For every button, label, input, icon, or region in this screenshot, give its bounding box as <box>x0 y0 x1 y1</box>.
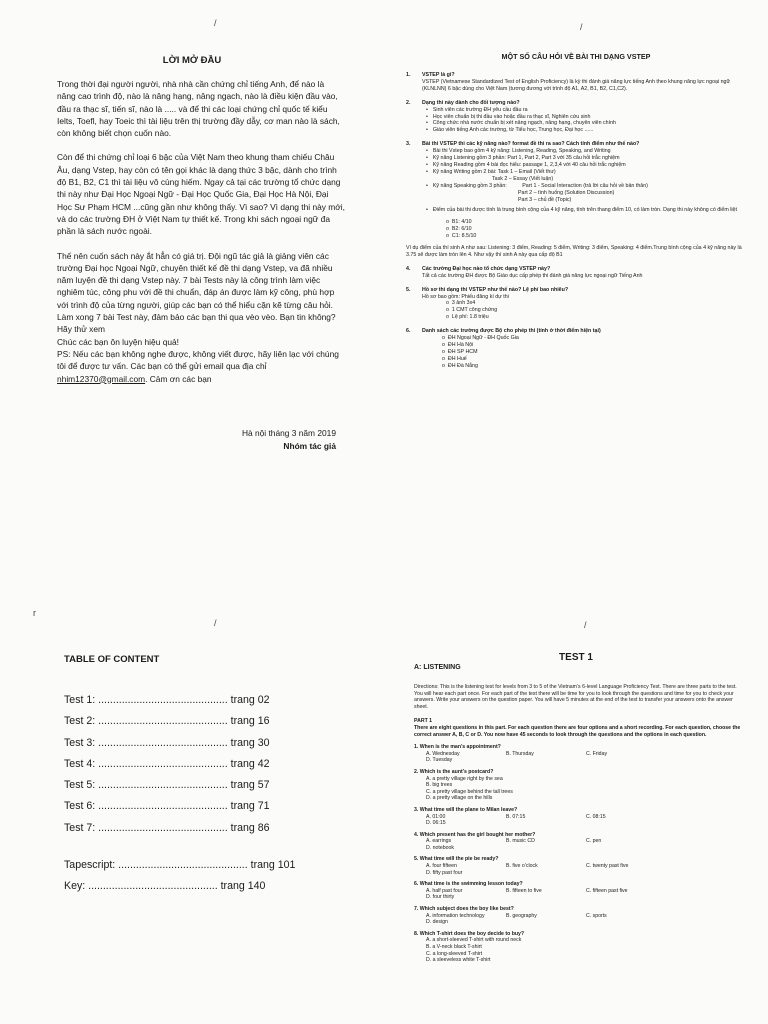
answer-option[interactable]: A. a short-sleeved T-shirt with round neck <box>426 937 522 944</box>
school-item: o ĐH Huế <box>442 355 467 362</box>
question-list <box>414 744 744 964</box>
answer-option[interactable]: B. big trees <box>426 782 453 789</box>
part-heading: PART 1 <box>414 718 433 725</box>
faq-bullet: • Kỹ năng Reading gồm 4 bài đọc hiểu: passage 1, 2,3,4 với 40 câu hỏi trắc nghiệm <box>436 162 746 169</box>
answer-options <box>414 776 744 802</box>
preface-body <box>57 78 345 385</box>
scan-mark: / <box>214 18 217 28</box>
faq-bullets <box>422 148 746 176</box>
question-text: 5. What time will the pie be ready? <box>414 856 499 863</box>
answer-options <box>414 814 744 827</box>
question-text: 1. When is the man’s appointment? <box>414 744 501 751</box>
toc-page-number: trang 16 <box>230 715 270 728</box>
faq-number: 2. <box>406 99 411 106</box>
answer-option[interactable]: D. fifty past four <box>426 869 463 876</box>
school-name: ĐH Ngoại Ngữ - ĐH Quốc Gia <box>447 335 519 342</box>
question-text: 2. Which is the aunt’s postcard? <box>414 768 494 775</box>
toc-leader: ............................................ <box>85 880 221 893</box>
faq-number: 4. <box>406 265 411 272</box>
toc-label: Key: <box>64 880 86 893</box>
level-value: B2: 6/10 <box>451 226 472 233</box>
answer-option[interactable]: A. Wednesday <box>426 750 460 757</box>
faq-number: 5. <box>406 286 411 293</box>
faq-bullet: • Kỹ năng Listening gồm 3 phần: Part 1, Part 2, Part 3 với 35 câu hỏi trắc nghiệm <box>436 155 746 162</box>
answer-option[interactable]: B. geography <box>506 912 537 919</box>
answer-option[interactable]: D. a sleeveless white T-shirt <box>426 957 491 964</box>
toc-page <box>0 512 384 1024</box>
toc-label: Test 4: <box>64 757 96 770</box>
answer-option[interactable]: C. fifteen past five <box>586 887 628 894</box>
answer-option[interactable]: C. twenty past five <box>586 863 629 870</box>
scan-mark: / <box>580 22 583 32</box>
directions: Directions: This is the listening test for levels from 3 to 5 of the Vietnam’s 6-level Language Proficiency Test. There are three parts to the test. You will hear each part once. For each part of the test there will be time for you to look through the questions and time for you to check your answers. Write your answers on the question paper. You will have 5 minutes at the end of the test to transfer your answers onto the answer sheet. <box>414 684 737 710</box>
toc-page-number: trang 30 <box>230 736 270 749</box>
answer-option[interactable]: C. Friday <box>586 750 608 757</box>
preface-thanks: . Cảm ơn các bạn <box>145 373 212 384</box>
faq-bullet: • Công chức nhà nước chuẩn bị xét nâng ngạch, nâng hạng, chuyên viên chính <box>436 120 746 127</box>
school-list <box>422 335 746 370</box>
toc-leader: ............................................ <box>95 694 231 706</box>
question-item <box>414 769 744 802</box>
question-text: 3. What time will the plane to Milan leave? <box>414 806 518 813</box>
faq-question: VSTEP là gì? <box>422 72 455 78</box>
toc-label: Test 2: <box>64 715 96 728</box>
level-value: B1: 4/10 <box>451 219 472 226</box>
preface-title: LỜI MỞ ĐẦU <box>162 55 222 66</box>
answer-option[interactable]: A. a pretty village right by the sea <box>426 775 503 782</box>
faq-bullet: • Bài thi Vstep bao gồm 4 kỹ năng: Listening, Reading, Speaking, and Writing <box>436 148 746 155</box>
school-item: o ĐH Đà Nẵng <box>442 362 478 369</box>
answer-options <box>414 937 744 963</box>
preface-paragraph: Thế nên cuốn sách này ắt hẳn có giá trị. Đội ngũ tác giả là giảng viên các trường Đại học Ngoại Ngữ, chuyên thiết kế đề thi dạng Vstep, va đã nhiều năm luyện đề thi dạng Vstep này. 7 bài Tests này là công trình làm việc nghiêm túc, công phu với đề thi chuẩn, đáp án được làm kỹ công, phù hợp với trình độ của từng người, giúp các bạn có thể hiểu cặn kẽ từng câu hỏi. <box>57 250 335 310</box>
toc-entry <box>64 779 314 800</box>
answer-option[interactable]: D. a pretty village on the hills <box>426 795 493 802</box>
answer-option[interactable]: B. five o’clock <box>506 863 538 870</box>
toc-entry <box>64 758 314 779</box>
question-item <box>414 906 744 926</box>
preface-page <box>0 0 384 512</box>
toc-label: Test 7: <box>64 821 96 834</box>
answer-option[interactable]: C. a pretty village behind the tall trees <box>426 788 513 795</box>
sign-date: Hà nội tháng 3 năm 2019 <box>241 428 336 438</box>
faq-item <box>406 266 746 280</box>
question-item <box>414 931 744 964</box>
school-name: ĐH Huế <box>447 355 467 362</box>
answer-option[interactable]: D. 06:15 <box>426 820 446 827</box>
toc-page-number: trang 57 <box>230 779 270 792</box>
faq-answer: Hồ sơ bao gồm: Phiếu đăng kí dự thi <box>422 293 509 300</box>
level-item: o B1: 4/10 <box>446 219 472 226</box>
preface-signature <box>150 427 336 452</box>
answer-option[interactable]: A. four fifteen <box>426 863 457 870</box>
faq-question: Dạng thi này dành cho đối tượng nào? <box>422 99 520 106</box>
faq-question: Các trường Đại học nào tổ chức dạng VSTEP này? <box>422 265 551 272</box>
question-item <box>414 744 744 764</box>
toc-leader: ............................................ <box>95 800 231 813</box>
faq-number: 1. <box>406 72 411 78</box>
question-item <box>414 832 744 852</box>
faq-item <box>406 72 746 93</box>
preface-paragraph: Làm xong 7 bài Test này, đảm bảo các bạn thi qua vèo vèo. Bạn tin không? Hãy thử xem <box>57 312 336 335</box>
preface-ps: PS: Nếu các bạn không nghe được, không viết được, hãy liên lạc với chúng tôi để được tư vấn. Các bạn có thể gửi email qua địa chỉ <box>57 348 339 372</box>
school-name: ĐH SP HCM <box>447 348 478 355</box>
level-item: o C1: 8.5/10 <box>446 233 477 240</box>
school-name: ĐH Hà Nội <box>447 342 474 348</box>
scan-mark: / <box>214 618 217 628</box>
faq-bullet: • Điểm của bài thi được tính là trung bình cộng của 4 kỹ năng, tính trên thang điểm 10, có làm tròn. Dạng thi này không có điểm liệt <box>436 207 746 214</box>
faq-item <box>406 287 746 322</box>
toc-leader: ............................................ <box>95 779 231 792</box>
faq-question: Danh sách các trường được Bộ cho phép thi (tính ở thời điểm hiện tại) <box>422 328 601 335</box>
toc-entry <box>64 880 314 901</box>
preface-paragraph: Chúc các bạn ôn luyện hiệu quả! <box>57 336 179 347</box>
answer-options <box>414 888 744 901</box>
faq-answer: Tất cả các trường ĐH được Bộ Giáo dục cấp phép thi đánh giá năng lực ngoại ngữ Tiếng Anh <box>422 272 643 279</box>
faq-bullet: • Kỹ năng Writing gồm 2 bài: Task 1 – Email (Viết thư) <box>436 169 746 176</box>
answer-option[interactable]: A. information technology <box>426 912 485 919</box>
question-text: 6. What time is the swimming lesson today? <box>414 881 523 888</box>
test-content <box>414 684 744 969</box>
toc-entry <box>64 859 314 880</box>
speaking-part3: Part 3 – chủ đề (Topic) <box>518 196 572 203</box>
toc-label: Test 1: <box>64 694 96 706</box>
level-list <box>422 219 746 240</box>
answer-option[interactable]: B. Thursday <box>506 750 534 757</box>
faq-bullet: • Sinh viên các trường ĐH yêu cầu đầu ra <box>436 107 746 114</box>
faq-number: 3. <box>406 141 411 148</box>
question-text: 8. Which T-shirt does the boy decide to buy? <box>414 930 525 937</box>
toc-entry <box>64 737 314 758</box>
faq-question: Bài thi VSTEP thi các kỹ năng nào? format đề thi ra sao? Cách tính điểm như thế nào? <box>422 141 640 148</box>
school-name: ĐH Đà Nẵng <box>447 362 478 369</box>
toc-leader: ............................................ <box>115 859 251 872</box>
answer-option[interactable]: B. 07:15 <box>506 813 526 820</box>
toc-page-number: trang 42 <box>230 757 270 770</box>
answer-option[interactable]: C. pen <box>586 838 602 845</box>
toc-page-number: trang 86 <box>230 821 270 834</box>
sign-author: Nhóm tác giả <box>283 440 336 451</box>
faq-question: Hồ sơ thi dạng thi VSTEP như thế nào? Lệ phí bao nhiêu? <box>422 286 569 293</box>
faq-answer: VSTEP (Vietnamese Standardized Test of English Proficiency) là kỳ thi đánh giá năng lực tiếng Anh theo khung năng lực ngoại ngữ (KLNLNN) 6 bậc dùng cho Việt Nam (tương đương với trình độ A1, A2, B1, B2, C1,C2). <box>422 78 731 92</box>
faq-number: 6. <box>406 328 411 335</box>
toc-page-number: trang 71 <box>230 800 270 813</box>
answer-option[interactable]: A. 01:00 <box>426 813 446 820</box>
speaking-part1: Part 1 - Social Interaction (trả lời câu hỏi về bản thân) <box>522 182 648 189</box>
writing-task2: Task 2 – Essay (Viết luận) <box>492 175 554 182</box>
faq-bullet: • Giáo viên tiếng Anh các trường, từ Tiểu học, Trung học, Đại học ...... <box>436 127 746 134</box>
question-item <box>414 881 744 901</box>
fee-item: o 1 CMT công chứng <box>446 307 498 314</box>
question-item <box>414 807 744 827</box>
question-item <box>414 856 744 876</box>
toc-entry <box>64 800 314 821</box>
toc-entry <box>64 715 314 736</box>
toc-page-number: trang 02 <box>230 694 270 706</box>
faq-item <box>406 141 746 259</box>
toc-label: Test 6: <box>64 800 96 813</box>
answer-option[interactable]: D. Tuesday <box>426 757 453 764</box>
section-heading: A: LISTENING <box>414 664 461 671</box>
toc-leader: ............................................ <box>95 736 231 749</box>
answer-options <box>414 863 744 876</box>
faq-bullets <box>422 207 746 214</box>
fee-value: Lệ phí: 1.8 triệu <box>451 314 489 321</box>
toc-entry <box>64 694 314 715</box>
answer-option[interactable]: D. notebook <box>426 844 454 851</box>
speaking-part2: Part 2 – tình huống (Solution Discussion) <box>518 189 615 196</box>
answer-option[interactable]: B. music CD <box>506 838 535 845</box>
toc-label: Tapescript: <box>64 859 116 872</box>
toc-title: TABLE OF CONTENT <box>64 654 160 665</box>
school-item: o ĐH Hà Nội <box>442 342 474 348</box>
answer-option[interactable]: B. fifteen to five <box>506 887 542 894</box>
toc-list <box>64 694 314 902</box>
fee-item: o Lệ phí: 1.8 triệu <box>446 314 489 321</box>
faq-item <box>406 328 746 369</box>
speaking-lead: Kỹ năng Speaking gồm 3 phần: <box>432 182 507 189</box>
answer-option[interactable]: A. half past four <box>426 887 463 894</box>
test-page <box>384 512 768 1024</box>
answer-option[interactable]: D. four thirty <box>426 894 455 901</box>
fee-value: 3 ảnh 3x4 <box>451 300 476 307</box>
answer-option[interactable]: C. a long-sleeved T-shirt <box>426 950 483 957</box>
toc-entry <box>64 822 314 843</box>
answer-option[interactable]: B. a V-neck black T-shirt <box>426 944 482 950</box>
answer-options <box>414 838 744 851</box>
faq-bullet: • Học viên chuẩn bị thi đầu vào hoặc đầu ra thạc sĩ, Nghiên cứu sinh <box>436 114 746 121</box>
test-title: TEST 1 <box>559 652 593 663</box>
toc-leader: ............................................ <box>95 757 231 770</box>
answer-option[interactable]: C. sports <box>586 912 607 919</box>
contact-email-link[interactable]: nhim12370@gmail.com <box>57 373 146 384</box>
fee-list <box>422 300 746 321</box>
scan-mark: / <box>584 620 587 630</box>
toc-page-number: trang 140 <box>220 880 266 893</box>
level-item: o B2: 6/10 <box>446 226 472 233</box>
school-item: o ĐH Ngoại Ngữ - ĐH Quốc Gia <box>442 335 519 342</box>
faq-bullet <box>432 182 746 190</box>
toc-page-number: trang 101 <box>250 859 296 872</box>
faq-bullets <box>422 107 746 135</box>
answer-option[interactable]: C. 08:15 <box>586 813 606 820</box>
level-value: C1: 8.5/10 <box>451 233 477 240</box>
faq-list <box>406 72 746 377</box>
toc-label: Test 3: <box>64 736 96 749</box>
faq-item <box>406 100 746 135</box>
preface-paragraph: Trong thời đại người người, nhà nhà cần chứng chỉ tiếng Anh, để nào là nâng cao trình độ, nào là nâng hạng, nâng ngạch, nào là điều kiện đầu vào, đầu ra thạc sĩ, tiến sĩ, nào là ..... và để thi các loại chứng chỉ quốc tế kiểu Ielts, Toefl, hay Toeic thì tài liệu trên thị trường đầy dẫy, cơ man nào là sách, còn không biết chọn cuốn nào. <box>57 79 340 139</box>
toc-leader: ............................................ <box>95 821 231 834</box>
faq-bullets <box>422 183 746 190</box>
answer-option[interactable]: D. design <box>426 919 448 926</box>
question-text: 4. Which present has the girl bought her mother? <box>414 831 536 838</box>
score-example: Ví dụ điểm của thí sinh A như sau: Listening: 3 điểm, Reading: 5 điểm, Writing: 3 điểm, Speaking: 4 điểm.Trung bình cộng của 4 kỹ năng này là 3.75 sẽ được làm tròn lên 4. Như vậy thí sinh A này qua cấp độ B1 <box>406 245 742 258</box>
toc-label: Test 5: <box>64 779 96 792</box>
toc-leader: ............................................ <box>95 715 231 728</box>
faq-title: MỘT SỐ CÂU HỎI VỀ BÀI THI DẠNG VSTEP <box>501 52 651 61</box>
question-text: 7. Which subject does the boy like best? <box>414 906 514 913</box>
school-item: o ĐH SP HCM <box>442 348 478 355</box>
part-instructions: There are eight questions in this part. For each question there are four options and a short recording. For each question, choose the correct answer A, B, C or D. You now have 45 seconds to look through the questions and the options in each question. <box>414 724 741 738</box>
preface-paragraph: Còn để thi chứng chỉ loại 6 bậc của Việt Nam theo khung tham chiếu Châu Âu, dạng Vstep, hay còn có tên gọi khác là dạng thức 3 bậc, dành cho trình độ B1, B2, C1 thì tài liệu vô cùng hiếm. Ngay cả tại các trường tổ chức dạng thi này như Đại Học Ngoại Ngữ - Đại Học Quốc Gia, Đại Học Hà Nội, Đại Học Sư Phạm HCM ...cũng gần như không thấy. Vì sao? Vì dạng thi này mới, và do các trường ĐH ở Việt Nam tự thiết kế. Trong khi sách ngoại ngữ đa phần là sách nước ngoài. <box>57 152 345 237</box>
preface-paragraph <box>57 348 345 385</box>
fee-item: o 3 ảnh 3x4 <box>446 300 476 307</box>
faq-page <box>384 0 768 512</box>
answer-option[interactable]: A. earrings <box>426 838 452 845</box>
scan-mark: r <box>33 608 36 618</box>
fee-value: 1 CMT công chứng <box>451 307 498 314</box>
answer-options <box>414 751 744 764</box>
answer-options <box>414 913 744 926</box>
